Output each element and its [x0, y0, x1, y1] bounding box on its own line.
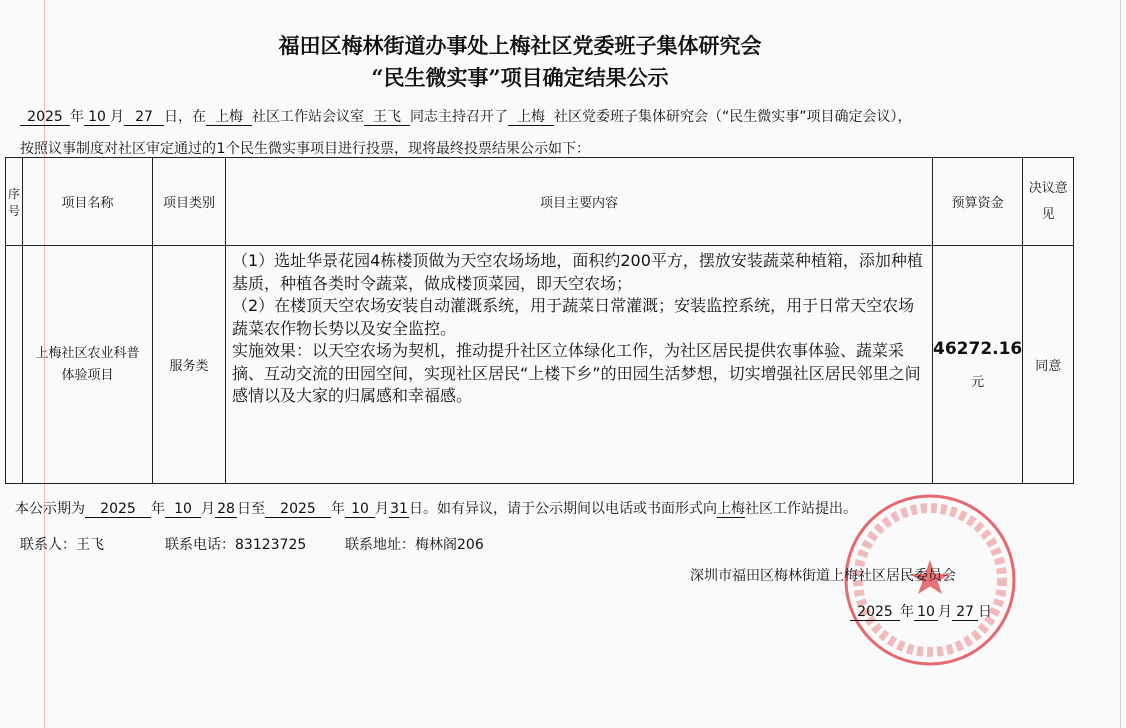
header-type: 项目类别: [153, 158, 226, 246]
t: 月: [375, 501, 389, 517]
t: 个民生微实事项目进行投票，现将最终投票结果公示如下：: [226, 141, 590, 157]
page-subtitle: “民生微实事”项目确定结果公示: [371, 65, 669, 90]
sign-day: 27: [952, 604, 978, 621]
document-body: [5, 157, 1115, 621]
result-table: [5, 157, 1074, 484]
header-no: 序号: [6, 158, 23, 246]
header-content: 项目主要内容: [226, 158, 933, 246]
content-para: （2）在楼顶天空农场安装自动灌溉系统，用于蔬菜日常灌溉；安装监控系统，用于日常天空农场蔬菜农作物长势以及安全监控。: [232, 296, 915, 338]
t: 日: [978, 604, 992, 620]
intro-line-2: [20, 138, 590, 158]
intro-line-1: [20, 106, 912, 126]
end-month: 10: [345, 501, 375, 518]
t: 日，在: [164, 109, 206, 125]
start-year: 2025: [85, 501, 151, 518]
content-para: 实施效果：以天空农场为契机，推动提升社区立体绿化工作，为社区居民提供农事体验、蔬菜采摘、互动交流的田园空间，实现社区居民“上楼下乡”的田园生活梦想，切实增强社区居民邻里之间感情以及大家的归属感和幸福感。: [232, 341, 921, 405]
day: 27: [124, 109, 164, 126]
header-row: [6, 158, 1074, 246]
t: 社区工作站提出。: [745, 501, 857, 517]
count: 1: [216, 141, 226, 157]
signer: 深圳市福田区梅林街道上梅社区居民委员会: [690, 568, 956, 584]
host: 王飞: [364, 109, 410, 126]
table-row: [6, 246, 1074, 484]
cell-decision: 同意: [1023, 246, 1074, 484]
header-budget: 预算资金: [933, 158, 1023, 246]
t: 同志主持召开了: [410, 109, 508, 125]
page-edge: [1120, 0, 1121, 728]
t: 社区工作站会议室: [252, 109, 364, 125]
budget-amount: 46272.16: [933, 339, 1023, 359]
contact-phone: 联系电话：83123725: [165, 537, 307, 553]
sign-year: 2025: [850, 604, 900, 621]
t: 年: [151, 501, 165, 517]
t: 月: [938, 604, 952, 620]
sign-month: 10: [914, 604, 938, 621]
content-para: （1）选址华景花园4栋楼顶做为天空农场场地，面积约200平方，摆放安装蔬菜种植箱，添加种植基质，种植各类时令蔬菜，做成楼顶菜园，即天空农场；: [232, 251, 923, 293]
month: 10: [84, 109, 110, 126]
t: 月: [201, 501, 215, 517]
contact-address: 联系地址：梅林阁206: [345, 537, 484, 553]
cell-no: [6, 246, 23, 484]
cell-content: [226, 246, 933, 484]
t: 年: [70, 109, 84, 125]
header-name: 项目名称: [23, 158, 153, 246]
t: 日至: [237, 501, 265, 517]
end-day: 31: [390, 501, 408, 517]
period-line: [15, 498, 1115, 518]
end-year: 2025: [265, 501, 331, 518]
start-day: 28: [215, 501, 237, 518]
header-decision: 决议意见: [1023, 158, 1074, 246]
t: 年: [331, 501, 345, 517]
t: 本公示期为: [15, 501, 85, 517]
cell-name: 上梅社区农业科普体验项目: [23, 246, 153, 484]
t: 按照议事制度对社区审定通过的: [20, 141, 216, 157]
t: 日。如有异议，请于公示期间以电话或书面形式向: [409, 501, 717, 517]
community: 上梅: [508, 109, 554, 126]
contact-person: 联系人：王飞: [20, 537, 104, 553]
page-title: 福田区梅林街道办事处上梅社区党委班子集体研究会: [278, 33, 762, 58]
cell-type: 服务类: [153, 246, 226, 484]
budget-unit: 元: [971, 375, 985, 390]
place: 上梅: [206, 109, 252, 126]
t: 社区党委班子集体研究会（“民生微实事”项目确定会议），: [554, 109, 912, 125]
cell-budget: [933, 246, 1023, 484]
year: 2025: [20, 109, 70, 126]
contact-row: [20, 534, 1115, 552]
start-month: 10: [165, 501, 201, 518]
sign-date: [850, 601, 1115, 621]
t: 年: [900, 604, 914, 620]
t: 月: [110, 109, 124, 125]
community: 上梅: [717, 501, 745, 517]
